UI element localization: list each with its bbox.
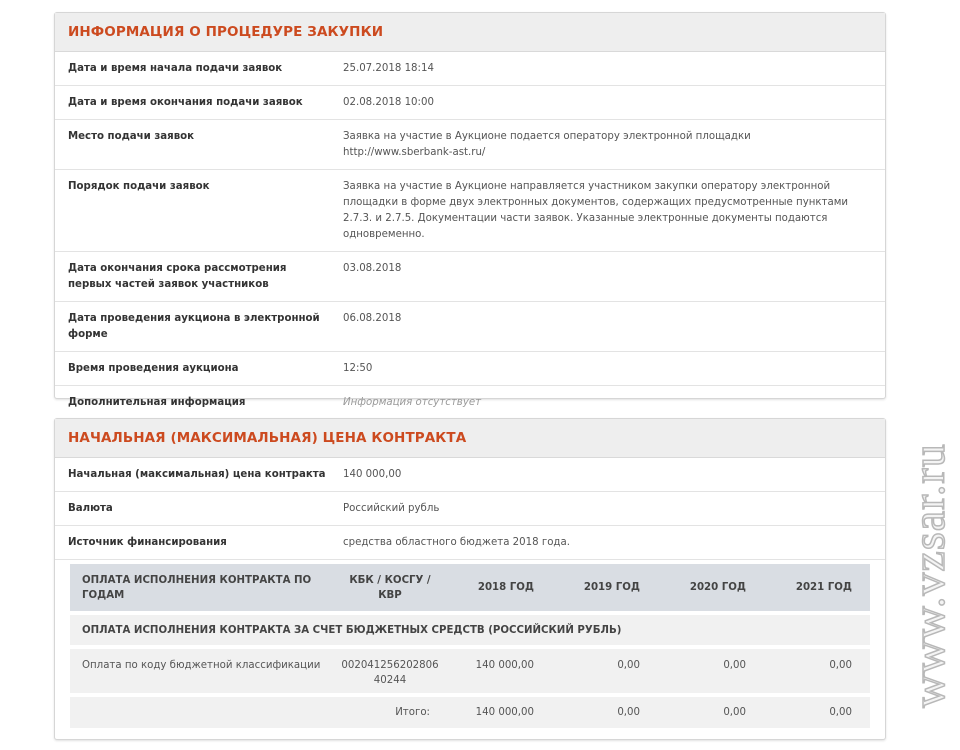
info-label: Порядок подачи заявок xyxy=(68,181,210,192)
info-label: Дата окончания срока рассмотрения первых частей заявок участников xyxy=(68,263,287,290)
price-label: Источник финансирования xyxy=(68,537,227,548)
info-row-submission-end xyxy=(55,86,885,120)
info-row-additional xyxy=(55,386,885,419)
price-row-currency xyxy=(55,492,885,526)
info-label: Дата проведения аукциона в электронной форме xyxy=(68,313,320,340)
info-label: Дополнительная информация xyxy=(68,397,246,408)
info-row-submission-place xyxy=(55,120,885,170)
cell-2018: 140 000,00 xyxy=(475,660,534,671)
cell-2019: 0,00 xyxy=(617,660,640,671)
info-label: Время проведения аукциона xyxy=(68,363,239,374)
info-label: Дата и время начала подачи заявок xyxy=(68,63,283,74)
cell-2020: 0,00 xyxy=(723,660,746,671)
info-value: 12:50 xyxy=(343,363,373,374)
price-row-funding xyxy=(55,526,885,560)
info-label: Место подачи заявок xyxy=(68,131,195,142)
column-header: ОПЛАТА ИСПОЛНЕНИЯ КОНТРАКТА ПО ГОДАМ xyxy=(82,574,312,601)
cell-2021: 0,00 xyxy=(829,660,852,671)
procedure-info-title: ИНФОРМАЦИЯ О ПРОЦЕДУРЕ ЗАКУПКИ xyxy=(68,24,384,40)
cell-description: Оплата по коду бюджетной классификации xyxy=(82,660,321,671)
info-value: 25.07.2018 18:14 xyxy=(343,63,434,74)
column-header: 2018 ГОД xyxy=(477,582,534,593)
table-header-row xyxy=(70,564,870,611)
total-label: Итого: xyxy=(395,707,430,718)
info-row-auction-date xyxy=(55,302,885,352)
payment-schedule-table xyxy=(70,564,870,728)
info-value: 06.08.2018 xyxy=(343,313,402,324)
procedure-info-panel xyxy=(54,12,886,408)
watermark-text: www.vzsar.ru xyxy=(902,442,954,708)
column-header: 2021 ГОД xyxy=(795,582,852,593)
total-2021: 0,00 xyxy=(829,707,852,718)
info-value: 02.08.2018 10:00 xyxy=(343,97,434,108)
price-value: Российский рубль xyxy=(343,503,440,514)
info-label: Дата и время окончания подачи заявок xyxy=(68,97,303,108)
contract-price-panel xyxy=(54,418,886,740)
cell-kbk: 00204125620280640244 xyxy=(341,660,439,686)
price-label: Начальная (максимальная) цена контракта xyxy=(68,469,326,480)
procedure-info-header xyxy=(55,13,885,52)
price-row-initial xyxy=(55,458,885,492)
total-2019: 0,00 xyxy=(617,707,640,718)
column-header: 2020 ГОД xyxy=(689,582,746,593)
price-value: 140 000,00 xyxy=(343,469,402,480)
section-title: ОПЛАТА ИСПОЛНЕНИЯ КОНТРАКТА ЗА СЧЕТ БЮДЖЕТНЫХ СРЕДСТВ (РОССИЙСКИЙ РУБЛЬ) xyxy=(82,624,622,636)
info-value: Заявка на участие в Аукционе направляется участником закупки оператору электронной площадки в форме двух электронных документов, содержащих предусмотренные пунктами 2.7.3. и 2.7.5. Документации части заявок. Указанные электронные документы подаются одновременно. xyxy=(343,181,849,240)
site-watermark xyxy=(902,405,954,745)
price-value: средства областного бюджета 2018 года. xyxy=(343,537,570,548)
column-header: КБК / КОСГУ / КВР xyxy=(349,574,431,601)
table-row xyxy=(70,649,870,693)
info-row-submission-order xyxy=(55,170,885,252)
contract-price-title: НАЧАЛЬНАЯ (МАКСИМАЛЬНАЯ) ЦЕНА КОНТРАКТА xyxy=(68,430,467,446)
info-row-review-end xyxy=(55,252,885,302)
table-total-row xyxy=(70,697,870,728)
column-header: 2019 ГОД xyxy=(583,582,640,593)
info-value: Информация отсутствует xyxy=(343,397,482,408)
total-2020: 0,00 xyxy=(723,707,746,718)
table-section-row xyxy=(70,615,870,645)
info-row-submission-start xyxy=(55,52,885,86)
info-value: Заявка на участие в Аукционе подается оператору электронной площадки http://www.sberbank-ast.ru/ xyxy=(343,131,751,158)
price-label: Валюта xyxy=(68,503,113,514)
total-2018: 140 000,00 xyxy=(475,707,534,718)
contract-price-header xyxy=(55,419,885,458)
info-row-auction-time xyxy=(55,352,885,386)
info-value: 03.08.2018 xyxy=(343,263,402,274)
